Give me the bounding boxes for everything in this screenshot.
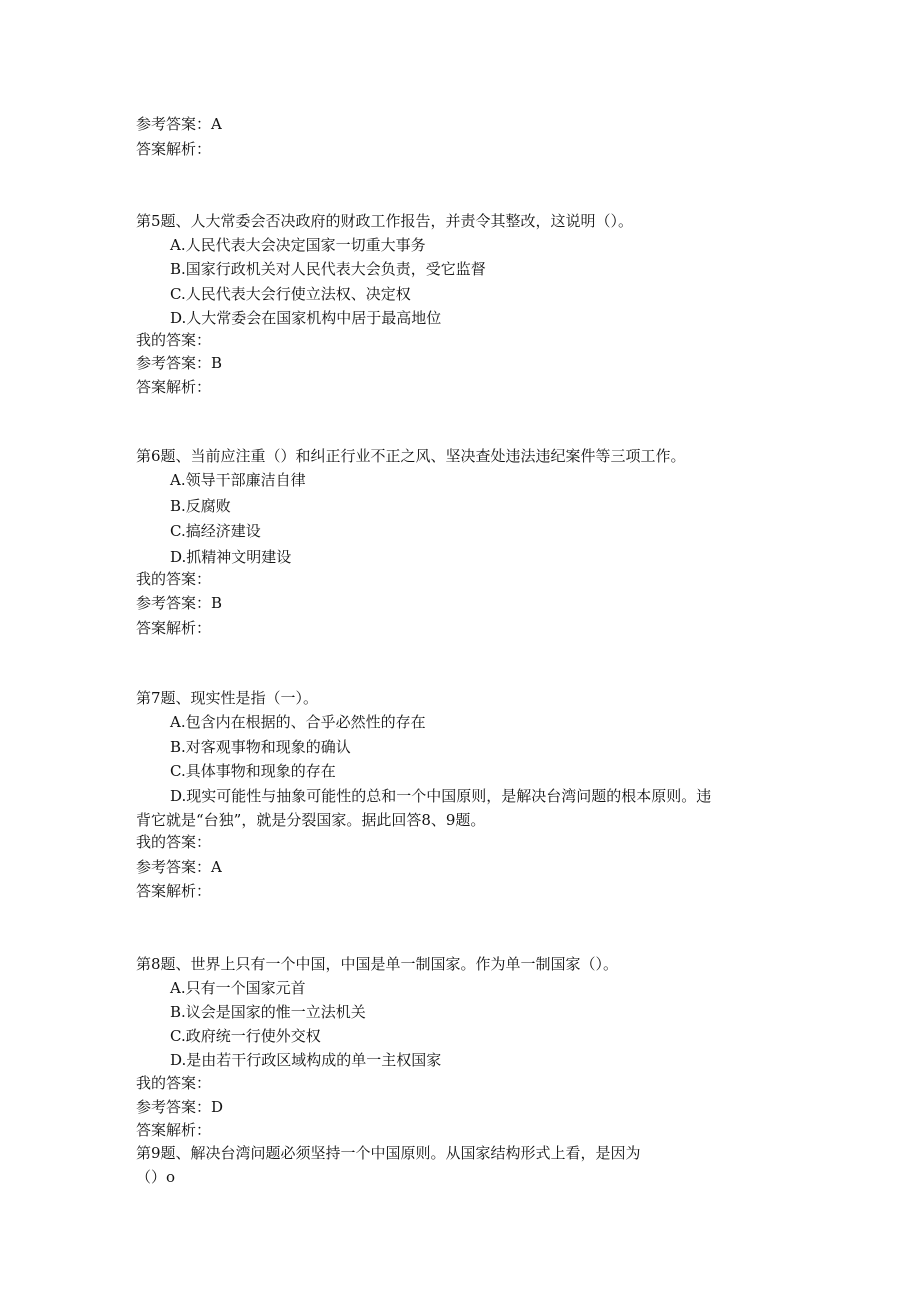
question-8-option-a: A.只有一个国家元首 [170, 979, 306, 997]
question-6-my-answer: 我的答案： [136, 570, 212, 588]
question-9-title-continuation: （）o [136, 1168, 176, 1186]
question-6-title: 第6题、当前应注重（）和纠正行业不正之风、坚决查处违法违纪案件等三项工作。 [136, 447, 686, 465]
question-5-option-d: D.人大常委会在国家机构中居于最高地位 [170, 309, 442, 327]
question-5-my-answer: 我的答案： [136, 331, 212, 349]
question-8-title: 第8题、世界上只有一个中国，中国是单一制国家。作为单一制国家（）。 [136, 955, 619, 973]
question-6-option-d: D.抓精神文明建设 [170, 548, 292, 566]
question-7-my-answer: 我的答案： [136, 833, 212, 851]
question-7-analysis: 答案解析： [136, 882, 212, 900]
question-6-reference-answer: 参考答案：B [136, 594, 223, 612]
top-reference-answer: 参考答案：A [136, 115, 222, 133]
question-8-option-d: D.是由若干行政区域构成的单一主权国家 [170, 1051, 442, 1069]
question-5-option-a: A.人民代表大会决定国家一切重大事务 [170, 236, 426, 254]
question-8-option-c: C.政府统一行使外交权 [170, 1027, 321, 1045]
question-7-option-c: C.具体事物和现象的存在 [170, 762, 336, 780]
question-5-reference-answer: 参考答案：B [136, 354, 223, 372]
question-8-option-b: B.议会是国家的惟一立法机关 [170, 1003, 366, 1021]
question-9-title: 第9题、解决台湾问题必须坚持一个中国原则。从国家结构形式上看，是因为 [136, 1144, 641, 1162]
question-7-title: 第7题、现实性是指（一）。 [136, 689, 319, 707]
question-7-option-a: A.包含内在根据的、合乎必然性的存在 [170, 713, 426, 731]
question-5-title: 第5题、人大常委会否决政府的财政工作报告，并责令其整改，这说明（）。 [136, 212, 634, 230]
question-6-option-b: B.反腐败 [170, 497, 231, 515]
question-5-analysis: 答案解析： [136, 378, 212, 396]
question-6-option-c: C.搞经济建设 [170, 522, 261, 540]
question-6-analysis: 答案解析： [136, 619, 212, 637]
question-8-my-answer: 我的答案： [136, 1074, 212, 1092]
question-7-reference-answer: 参考答案：A [136, 858, 222, 876]
question-7-option-b: B.对客观事物和现象的确认 [170, 738, 351, 756]
question-8-analysis: 答案解析： [136, 1121, 212, 1139]
question-7-continuation: 背它就是“台独”，就是分裂国家。据此回答8、9题。 [136, 811, 486, 829]
question-5-option-b: B.国家行政机关对人民代表大会负责，受它监督 [170, 260, 486, 278]
question-8-reference-answer: 参考答案：D [136, 1098, 224, 1116]
question-5-option-c: C.人民代表大会行使立法权、决定权 [170, 285, 411, 303]
top-answer-analysis: 答案解析： [136, 140, 212, 158]
question-7-option-d: D.现实可能性与抽象可能性的总和一个中国原则，是解决台湾问题的根本原则。违 [170, 787, 712, 805]
question-6-option-a: A.领导干部廉洁自律 [170, 471, 306, 489]
